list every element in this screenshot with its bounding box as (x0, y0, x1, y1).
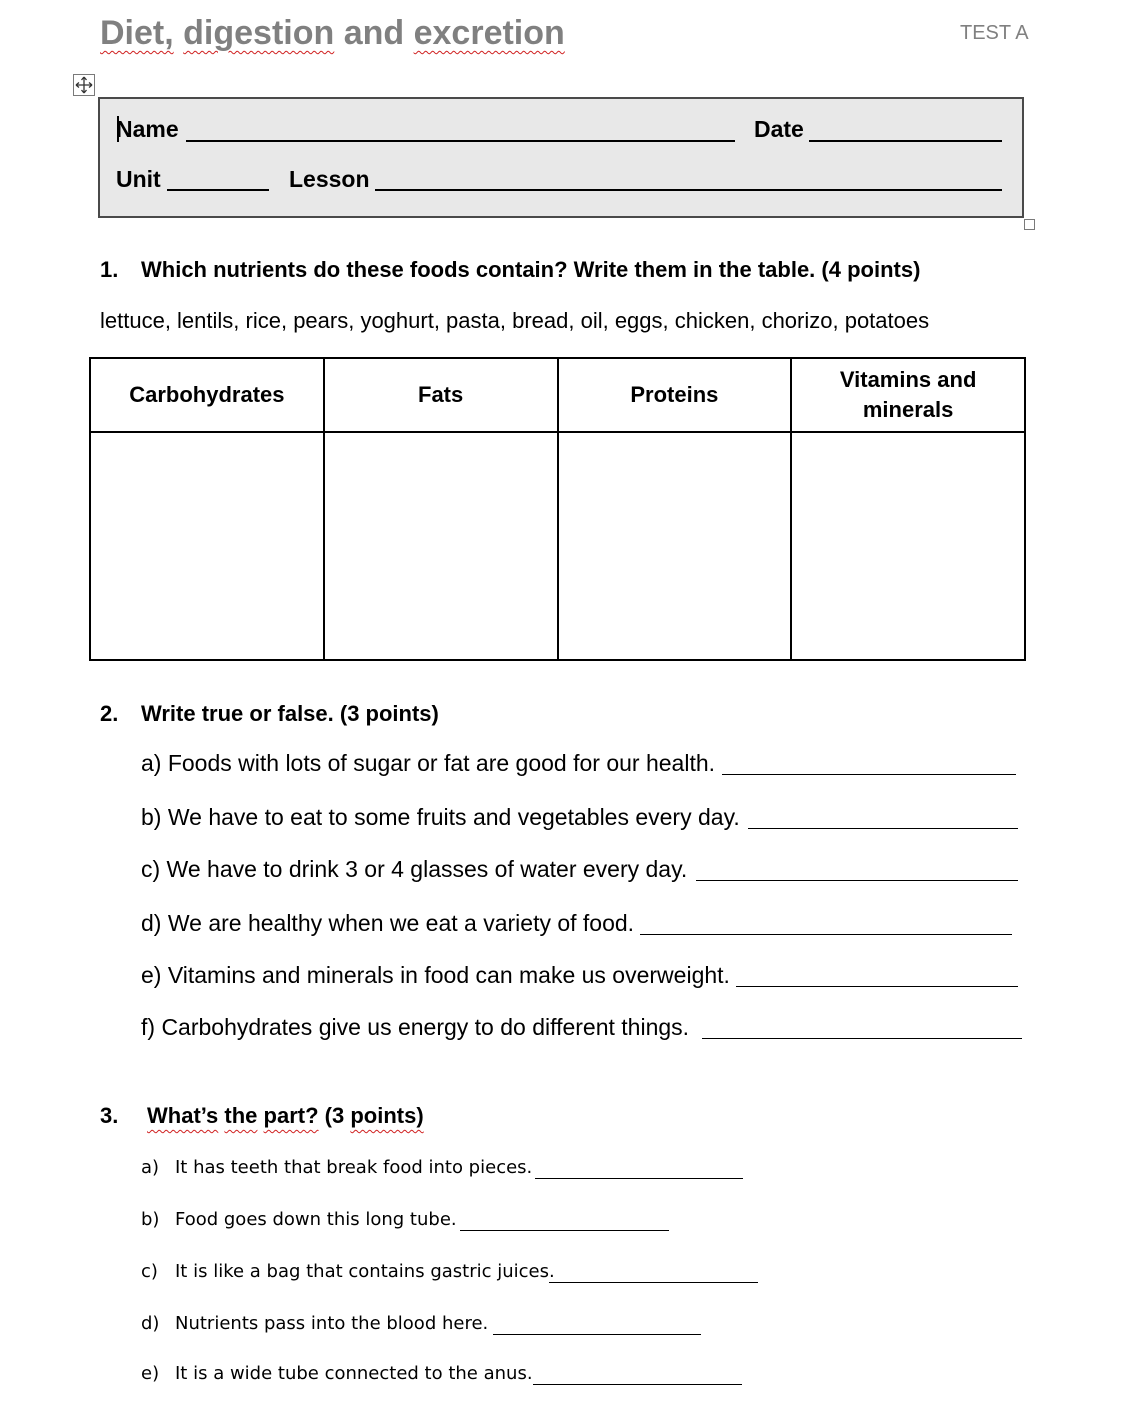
true-false-statement: a) Foods with lots of sugar or fat are good for our health. (141, 750, 716, 776)
part-question: It has teeth that break food into pieces. (175, 1157, 533, 1178)
answer-line[interactable] (748, 828, 1018, 829)
true-false-statement: b) We have to eat to some fruits and vegetables every day. (141, 804, 740, 830)
part-letter: a) (141, 1157, 160, 1178)
part-letter: d) (141, 1313, 160, 1334)
move-handle-icon[interactable] (73, 74, 95, 96)
answer-line[interactable] (535, 1178, 743, 1179)
prompt-word: points) (350, 1103, 424, 1128)
title-word: Diet, (100, 14, 174, 52)
answer-line[interactable] (493, 1334, 701, 1335)
part-question: It is a wide tube connected to the anus. (175, 1363, 533, 1384)
unit-label: Unit (116, 166, 161, 192)
column-header-proteins: Proteins (558, 358, 792, 432)
prompt-word: (3 (324, 1103, 345, 1128)
title-word: excretion (413, 14, 565, 52)
resize-handle-icon[interactable] (1024, 219, 1035, 230)
unit-field[interactable] (167, 189, 269, 191)
prompt-word: part? (263, 1103, 319, 1128)
part-question: Nutrients pass into the blood here. (175, 1313, 489, 1334)
date-label: Date (754, 116, 804, 142)
question-2-prompt: Write true or false. (3 points) (141, 701, 439, 726)
answer-cell-proteins[interactable] (558, 432, 792, 660)
column-header-carbohydrates: Carbohydrates (90, 358, 324, 432)
answer-line[interactable] (460, 1230, 669, 1231)
answer-line[interactable] (696, 880, 1018, 881)
question-number: 3. (100, 1103, 119, 1128)
question-number: 1. (100, 257, 119, 282)
title-word: and (343, 14, 405, 52)
true-false-statement: e) Vitamins and minerals in food can make us overweight. (141, 962, 730, 988)
part-letter: b) (141, 1209, 160, 1230)
answer-line[interactable] (722, 774, 1016, 775)
answer-line[interactable] (702, 1038, 1022, 1039)
answer-line[interactable] (549, 1282, 758, 1283)
part-question: Food goes down this long tube. (175, 1209, 457, 1230)
prompt-word: What’s (147, 1103, 219, 1128)
title-word: digestion (183, 14, 335, 52)
answer-cell-carbohydrates[interactable] (90, 432, 324, 660)
answer-line[interactable] (533, 1384, 742, 1385)
answer-cell-vitamins-minerals[interactable] (791, 432, 1025, 660)
column-header-line: Vitamins and (839, 367, 977, 392)
answer-line[interactable] (640, 934, 1012, 935)
lesson-field[interactable] (375, 189, 1002, 191)
name-label: Name (116, 116, 179, 142)
answer-cell-fats[interactable] (324, 432, 558, 660)
food-list: lettuce, lentils, rice, pears, yoghurt, pasta, bread, oil, eggs, chicken, chorizo, potatoes (100, 308, 930, 333)
student-info-box (98, 97, 1024, 218)
answer-line[interactable] (736, 986, 1018, 987)
document-title (100, 14, 565, 53)
question-number: 2. (100, 701, 119, 726)
part-letter: e) (141, 1363, 160, 1384)
part-letter: c) (141, 1261, 158, 1282)
true-false-statement: c) We have to drink 3 or 4 glasses of water every day. (141, 856, 688, 882)
column-header-vitamins-minerals (791, 358, 1025, 432)
date-field[interactable] (809, 140, 1002, 142)
question-1-prompt: Which nutrients do these foods contain? Write them in the table. (4 points) (141, 257, 921, 282)
nutrients-table (89, 357, 1026, 661)
prompt-word: the (224, 1103, 258, 1128)
name-field[interactable] (186, 140, 735, 142)
question-3-prompt (147, 1103, 424, 1129)
true-false-statement: f) Carbohydrates give us energy to do different things. (141, 1014, 690, 1040)
column-header-fats: Fats (324, 358, 558, 432)
part-question: It is like a bag that contains gastric juices. (175, 1261, 555, 1282)
column-header-line: minerals (862, 397, 954, 422)
test-label: TEST A (960, 22, 1029, 44)
true-false-statement: d) We are healthy when we eat a variety of food. (141, 910, 635, 936)
lesson-label: Lesson (289, 166, 370, 192)
